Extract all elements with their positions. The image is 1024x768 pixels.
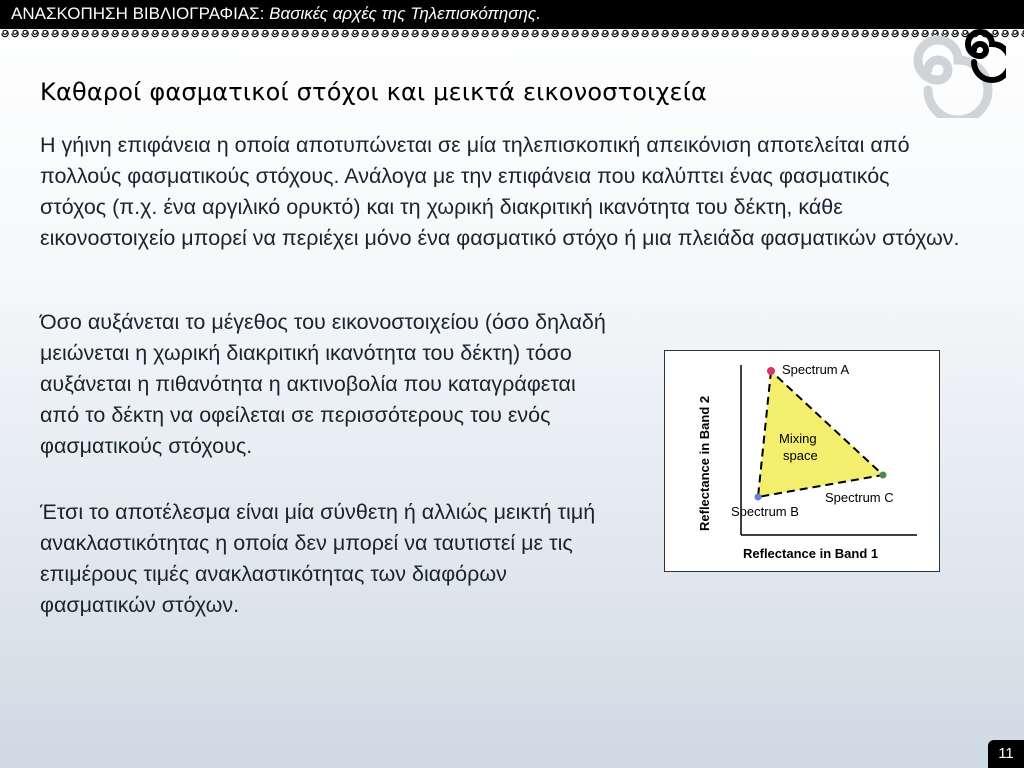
- spectrum-c-point: [880, 472, 887, 479]
- spiral-logo-icon: [888, 10, 1006, 118]
- spectrum-b-label: Spectrum B: [731, 504, 799, 519]
- paragraph-pixel-size: Όσο αυξάνεται το μέγεθος του εικονοστοιχείου (όσο δηλαδή μειώνεται η χωρική διακριτική ικανότητα του δέκτη) τόσο αυξάνεται η πιθανότητα η ακτινοβολία που καταγράφεται από το δέκτη να οφείλεται σε περισσότερους του ενός φασματικούς στόχους.: [40, 310, 606, 458]
- spectrum-b-point: [755, 494, 762, 501]
- paragraph-mixed-value: Έτσι το αποτέλεσμα είναι μία σύνθετη ή αλλιώς μεικτή τιμή ανακλαστικότητας η οποία δεν μπορεί να ταυτιστεί με τις επιμέρους τιμές ανακλαστικότητας των διαφόρων φασματικών στόχων.: [40, 500, 596, 617]
- header-title-caps: ΑΝΑΣΚΟΠΗΣΗ ΒΙΒΛΙΟΓΡΑΦΙΑΣ:: [11, 4, 265, 23]
- mixing-space-figure: [664, 350, 940, 572]
- mixing-label-line1: Mixing: [779, 431, 817, 446]
- header-bar: [0, 0, 1024, 29]
- mixing-space-triangle: [758, 371, 883, 497]
- x-axis-label: Reflectance in Band 1: [743, 546, 879, 561]
- spectrum-a-label: Spectrum A: [782, 362, 850, 377]
- paragraph-intro: Η γήινη επιφάνεια η οποία αποτυπώνεται σε μία τηλεπισκοπική απεικόνιση αποτελείται από πολλούς φασματικούς στόχους. Ανάλογα με την επιφάνεια που καλύπτει ένας φασματικός στόχος (π.χ. ένα αργιλικό ορυκτό) και τη χωρική διακριτική ικανότητα του δέκτη, κάθε εικονοστοιχείο μπορεί να περιέχει μόνο ένα φασματικό στόχο ή μια πλειάδα φασματικών στόχων.: [40, 133, 960, 250]
- spectrum-a-point: [767, 367, 775, 375]
- y-axis-label: Reflectance in Band 2: [697, 395, 712, 531]
- spectrum-c-label: Spectrum C: [825, 490, 894, 505]
- mixing-label-line2: space: [783, 448, 818, 463]
- greek-key-border: [0, 29, 1024, 38]
- slide-heading: Καθαροί φασματικοί στόχοι και μεικτά εικονοστοιχεία: [40, 78, 708, 106]
- header-title: [11, 4, 541, 24]
- page-number: 11: [988, 740, 1024, 768]
- header-title-subtitle: Βασικές αρχές της Τηλεπισκόπησης.: [269, 4, 541, 23]
